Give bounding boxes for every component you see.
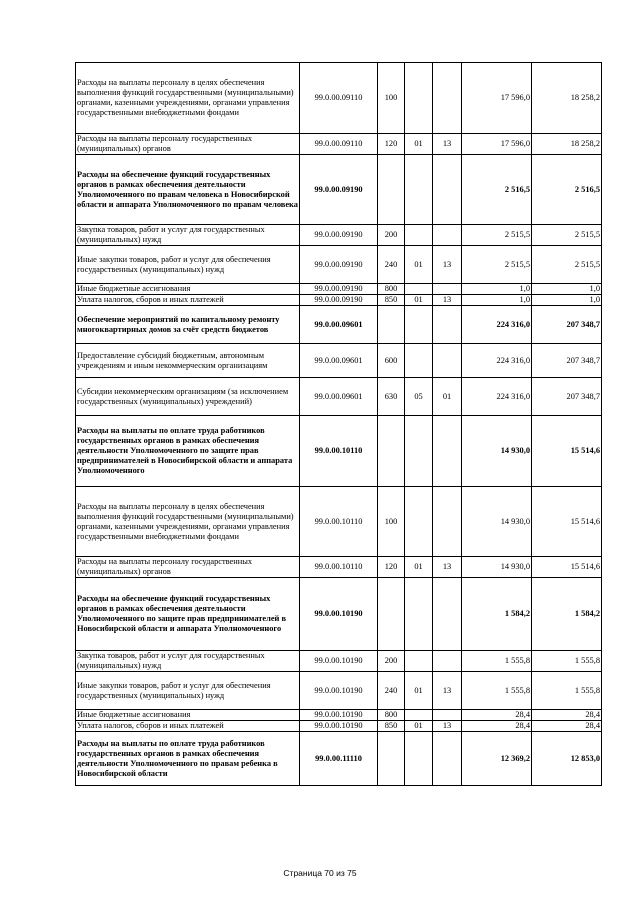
cell-amount-year2: 207 348,7 <box>532 344 602 378</box>
cell-section: 01 <box>405 295 433 306</box>
cell-amount-year1: 17 596,0 <box>462 134 532 155</box>
table-row <box>76 246 602 284</box>
table-row <box>76 344 602 378</box>
cell-target-code: 99.0.00.10110 <box>300 557 378 578</box>
table-row <box>76 378 602 416</box>
cell-subsection: 13 <box>433 721 462 732</box>
table-row <box>76 295 602 306</box>
cell-target-code: 99.0.00.10190 <box>300 721 378 732</box>
cell-name: Расходы на выплаты персоналу государственных (муниципальных) органов <box>76 557 300 578</box>
table-row <box>76 284 602 295</box>
cell-target-code: 99.0.00.10190 <box>300 651 378 672</box>
cell-name: Предоставление субсидий бюджетным, автономным учреждениям и иным некоммерческим организациям <box>76 344 300 378</box>
cell-amount-year1: 1 555,8 <box>462 672 532 710</box>
table-row <box>76 710 602 721</box>
cell-target-code: 99.0.00.09190 <box>300 295 378 306</box>
cell-subsection <box>433 651 462 672</box>
cell-section <box>405 344 433 378</box>
cell-subsection <box>433 578 462 651</box>
cell-amount-year1: 2 516,5 <box>462 155 532 225</box>
cell-subsection <box>433 416 462 487</box>
cell-section: 01 <box>405 557 433 578</box>
cell-section <box>405 284 433 295</box>
cell-amount-year2: 28,4 <box>532 721 602 732</box>
budget-table-body <box>76 63 602 786</box>
cell-section <box>405 225 433 246</box>
cell-expense-type: 630 <box>378 378 405 416</box>
cell-amount-year2: 1 555,8 <box>532 672 602 710</box>
table-row <box>76 651 602 672</box>
cell-amount-year2: 15 514,6 <box>532 416 602 487</box>
cell-target-code: 99.0.00.10190 <box>300 578 378 651</box>
cell-section: 01 <box>405 134 433 155</box>
cell-name: Расходы на выплаты по оплате труда работников государственных органов в рамках обеспечения деятельности Уполномоченного по защите прав предпринимателей в Новосибирской области и аппарата Уполномоченного <box>76 416 300 487</box>
cell-amount-year1: 224 316,0 <box>462 378 532 416</box>
cell-section: 01 <box>405 246 433 284</box>
cell-amount-year1: 14 930,0 <box>462 487 532 557</box>
cell-amount-year1: 224 316,0 <box>462 344 532 378</box>
cell-amount-year1: 14 930,0 <box>462 416 532 487</box>
cell-amount-year2: 1 584,2 <box>532 578 602 651</box>
cell-amount-year2: 1,0 <box>532 284 602 295</box>
cell-name: Расходы на обеспечение функций государственных органов в рамках обеспечения деятельности Уполномоченного по защите прав предпринимателей в Новосибирской области и аппарата Уполномоченного <box>76 578 300 651</box>
cell-subsection: 13 <box>433 295 462 306</box>
cell-subsection: 13 <box>433 246 462 284</box>
cell-target-code: 99.0.00.09601 <box>300 344 378 378</box>
cell-subsection <box>433 63 462 134</box>
cell-subsection <box>433 306 462 344</box>
cell-expense-type: 240 <box>378 246 405 284</box>
cell-expense-type <box>378 306 405 344</box>
cell-amount-year1: 12 369,2 <box>462 732 532 786</box>
cell-section <box>405 155 433 225</box>
cell-subsection <box>433 155 462 225</box>
cell-expense-type <box>378 416 405 487</box>
cell-section <box>405 578 433 651</box>
cell-amount-year2: 2 516,5 <box>532 155 602 225</box>
cell-amount-year1: 1 555,8 <box>462 651 532 672</box>
cell-name: Иные бюджетные ассигнования <box>76 284 300 295</box>
cell-expense-type: 850 <box>378 295 405 306</box>
table-row <box>76 672 602 710</box>
cell-expense-type: 120 <box>378 557 405 578</box>
cell-expense-type: 200 <box>378 651 405 672</box>
cell-amount-year2: 15 514,6 <box>532 487 602 557</box>
cell-expense-type <box>378 578 405 651</box>
cell-target-code: 99.0.00.09190 <box>300 246 378 284</box>
cell-subsection: 13 <box>433 557 462 578</box>
table-row <box>76 306 602 344</box>
cell-target-code: 99.0.00.09601 <box>300 378 378 416</box>
cell-subsection: 01 <box>433 378 462 416</box>
cell-name: Расходы на выплаты персоналу в целях обеспечения выполнения функций государственными (муниципальными) органами, казенными учреждениями, органами управления государственными внебюджетными фондами <box>76 487 300 557</box>
page-footer: Страница 70 из 75 <box>283 868 357 878</box>
budget-table <box>75 62 602 786</box>
cell-name: Иные закупки товаров, работ и услуг для обеспечения государственных (муниципальных) нужд <box>76 672 300 710</box>
cell-subsection <box>433 710 462 721</box>
cell-name: Расходы на выплаты по оплате труда работников государственных органов в рамках обеспечения деятельности Уполномоченного по правам ребенка в Новосибирской области <box>76 732 300 786</box>
table-row <box>76 225 602 246</box>
cell-section <box>405 732 433 786</box>
cell-section <box>405 651 433 672</box>
cell-amount-year2: 1 555,8 <box>532 651 602 672</box>
cell-name: Субсидии некоммерческим организациям (за исключением государственных (муниципальных) учреждений) <box>76 378 300 416</box>
cell-name: Расходы на обеспечение функций государственных органов в рамках обеспечения деятельности Уполномоченного по правам человека в Новосибирской области и аппарата Уполномоченного по правам человека <box>76 155 300 225</box>
cell-amount-year2: 1,0 <box>532 295 602 306</box>
cell-target-code: 99.0.00.11110 <box>300 732 378 786</box>
cell-name: Уплата налогов, сборов и иных платежей <box>76 295 300 306</box>
cell-section: 01 <box>405 721 433 732</box>
cell-section <box>405 710 433 721</box>
cell-section: 01 <box>405 672 433 710</box>
cell-name: Расходы на выплаты персоналу в целях обеспечения выполнения функций государственными (муниципальными) органами, казенными учреждениями, органами управления государственными внебюджетными фондами <box>76 63 300 134</box>
table-row <box>76 721 602 732</box>
table-row <box>76 416 602 487</box>
table-row <box>76 578 602 651</box>
cell-amount-year1: 1,0 <box>462 295 532 306</box>
cell-amount-year1: 17 596,0 <box>462 63 532 134</box>
cell-name: Иные бюджетные ассигнования <box>76 710 300 721</box>
cell-amount-year2: 15 514,6 <box>532 557 602 578</box>
cell-target-code: 99.0.00.09190 <box>300 225 378 246</box>
cell-amount-year2: 207 348,7 <box>532 306 602 344</box>
cell-amount-year2: 18 258,2 <box>532 134 602 155</box>
cell-expense-type <box>378 732 405 786</box>
cell-expense-type: 120 <box>378 134 405 155</box>
cell-section <box>405 487 433 557</box>
cell-target-code: 99.0.00.09601 <box>300 306 378 344</box>
cell-amount-year1: 1,0 <box>462 284 532 295</box>
cell-amount-year1: 14 930,0 <box>462 557 532 578</box>
table-row <box>76 134 602 155</box>
cell-amount-year1: 2 515,5 <box>462 246 532 284</box>
cell-target-code: 99.0.00.09110 <box>300 134 378 155</box>
cell-expense-type: 240 <box>378 672 405 710</box>
cell-section <box>405 306 433 344</box>
cell-amount-year1: 224 316,0 <box>462 306 532 344</box>
cell-subsection: 13 <box>433 672 462 710</box>
cell-subsection <box>433 344 462 378</box>
cell-amount-year2: 2 515,5 <box>532 225 602 246</box>
cell-name: Закупка товаров, работ и услуг для государственных (муниципальных) нужд <box>76 651 300 672</box>
cell-amount-year1: 2 515,5 <box>462 225 532 246</box>
cell-target-code: 99.0.00.10190 <box>300 710 378 721</box>
table-row <box>76 487 602 557</box>
cell-section <box>405 63 433 134</box>
cell-section <box>405 416 433 487</box>
cell-expense-type: 100 <box>378 487 405 557</box>
cell-target-code: 99.0.00.09110 <box>300 63 378 134</box>
cell-target-code: 99.0.00.10110 <box>300 416 378 487</box>
cell-expense-type: 600 <box>378 344 405 378</box>
cell-target-code: 99.0.00.10190 <box>300 672 378 710</box>
table-row <box>76 557 602 578</box>
cell-subsection: 13 <box>433 134 462 155</box>
cell-amount-year1: 28,4 <box>462 710 532 721</box>
cell-expense-type: 200 <box>378 225 405 246</box>
cell-amount-year1: 28,4 <box>462 721 532 732</box>
cell-section: 05 <box>405 378 433 416</box>
cell-expense-type: 800 <box>378 284 405 295</box>
cell-target-code: 99.0.00.09190 <box>300 284 378 295</box>
cell-expense-type: 100 <box>378 63 405 134</box>
cell-target-code: 99.0.00.10110 <box>300 487 378 557</box>
table-row <box>76 155 602 225</box>
cell-name: Закупка товаров, работ и услуг для государственных (муниципальных) нужд <box>76 225 300 246</box>
cell-amount-year2: 18 258,2 <box>532 63 602 134</box>
table-row <box>76 63 602 134</box>
cell-amount-year2: 12 853,0 <box>532 732 602 786</box>
table-row <box>76 732 602 786</box>
cell-expense-type: 800 <box>378 710 405 721</box>
cell-expense-type <box>378 155 405 225</box>
cell-name: Уплата налогов, сборов и иных платежей <box>76 721 300 732</box>
cell-name: Обеспечение мероприятий по капитальному ремонту многоквартирных домов за счёт средств бюджетов <box>76 306 300 344</box>
cell-amount-year1: 1 584,2 <box>462 578 532 651</box>
cell-name: Иные закупки товаров, работ и услуг для обеспечения государственных (муниципальных) нужд <box>76 246 300 284</box>
cell-subsection <box>433 732 462 786</box>
cell-subsection <box>433 284 462 295</box>
cell-subsection <box>433 487 462 557</box>
cell-target-code: 99.0.00.09190 <box>300 155 378 225</box>
cell-amount-year2: 28,4 <box>532 710 602 721</box>
cell-subsection <box>433 225 462 246</box>
cell-amount-year2: 207 348,7 <box>532 378 602 416</box>
cell-amount-year2: 2 515,5 <box>532 246 602 284</box>
cell-expense-type: 850 <box>378 721 405 732</box>
cell-name: Расходы на выплаты персоналу государственных (муниципальных) органов <box>76 134 300 155</box>
